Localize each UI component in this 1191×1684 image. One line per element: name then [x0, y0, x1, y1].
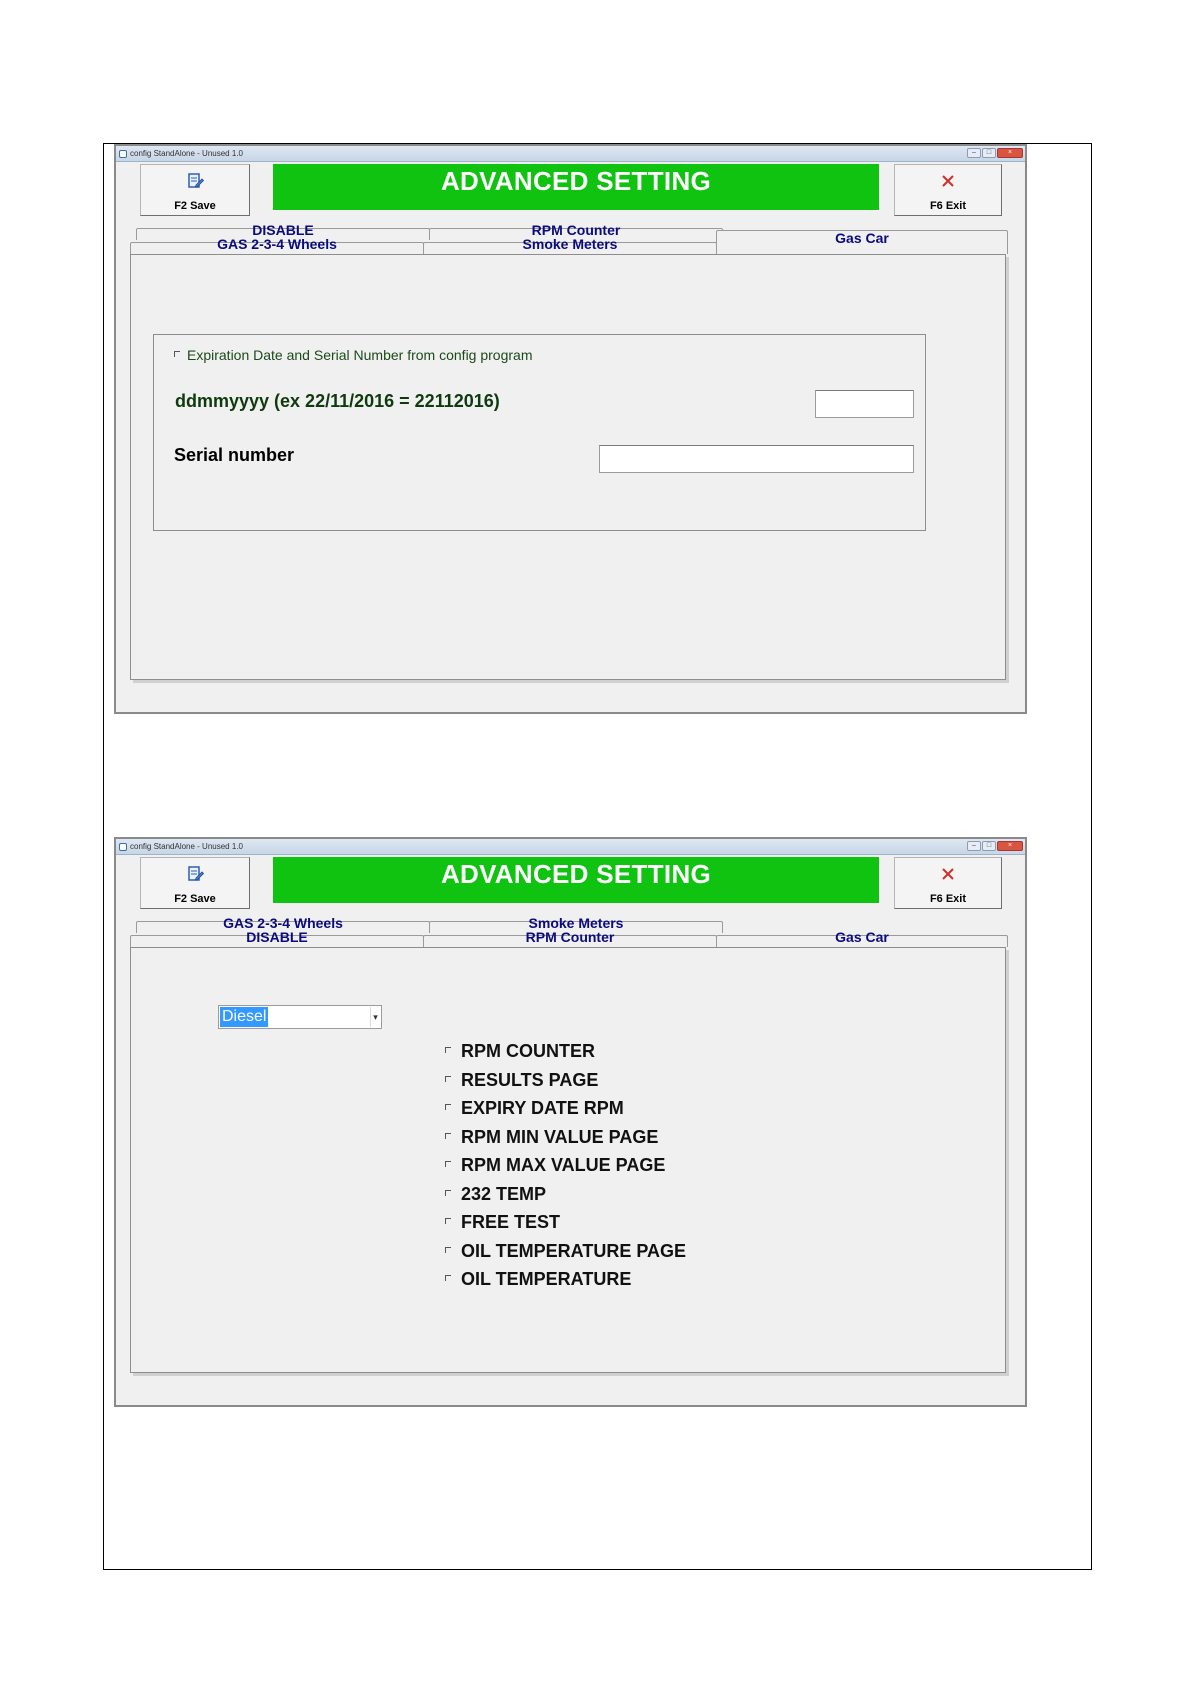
checkbox-icon[interactable] — [445, 1104, 451, 1110]
checkbox-icon[interactable] — [445, 1275, 451, 1281]
option-rpm-max-value-page[interactable]: RPM MAX VALUE PAGE — [445, 1155, 686, 1184]
save-button[interactable] — [140, 857, 250, 909]
close-icon — [895, 864, 1001, 884]
option-expiry-date-rpm[interactable]: EXPIRY DATE RPM — [445, 1098, 686, 1127]
checkbox-icon[interactable] — [445, 1190, 451, 1196]
save-icon — [141, 171, 249, 191]
date-format-label: ddmmyyyy (ex 22/11/2016 = 22112016) — [175, 391, 500, 411]
exit-button[interactable] — [894, 857, 1002, 909]
expiry-date-field[interactable] — [815, 390, 914, 418]
option-free-test[interactable]: FREE TEST — [445, 1212, 686, 1241]
banner-title: ADVANCED SETTING — [273, 164, 879, 210]
serial-number-label: Serial number — [174, 445, 295, 465]
close-icon — [895, 171, 1001, 191]
option-oil-temperature[interactable]: OIL TEMPERATURE — [445, 1269, 686, 1298]
chevron-down-icon[interactable]: ▾ — [370, 1007, 380, 1027]
option-rpm-counter[interactable]: RPM COUNTER — [445, 1041, 686, 1070]
expiration-checkbox-label: Expiration Date and Serial Number from config program — [187, 347, 533, 363]
option-232-temp[interactable]: 232 TEMP — [445, 1184, 686, 1213]
minimize-button[interactable]: – — [967, 841, 981, 851]
save-icon — [141, 864, 249, 884]
tab-content-panel — [130, 254, 1006, 680]
window-title: config StandAlone - Unused 1.0 — [130, 842, 243, 851]
checkbox-icon[interactable] — [445, 1161, 451, 1167]
checkbox-icon[interactable] — [445, 1218, 451, 1224]
exit-label: F6 Exit — [929, 893, 967, 905]
window-close-button[interactable]: × — [997, 148, 1023, 158]
tab-gas-2-3-4-wheels[interactable]: GAS 2-3-4 Wheels — [136, 921, 430, 933]
serial-number-field[interactable] — [599, 445, 914, 473]
tab-rpm-counter[interactable]: RPM Counter — [423, 935, 717, 947]
app-icon — [119, 843, 127, 851]
app-icon — [119, 150, 127, 158]
maximize-button[interactable]: □ — [982, 841, 996, 851]
banner-title: ADVANCED SETTING — [273, 857, 879, 903]
tab-smoke-meters[interactable]: Smoke Meters — [423, 242, 717, 254]
tab-smoke-meters[interactable]: Smoke Meters — [429, 921, 723, 933]
tab-gas-car[interactable]: Gas Car — [716, 935, 1008, 947]
fuel-type-value: Diesel — [222, 1008, 267, 1025]
tab-gas-car[interactable]: Gas Car — [716, 230, 1008, 254]
option-list — [445, 1041, 686, 1298]
save-label: F2 Save — [174, 200, 216, 212]
window-close-button[interactable]: × — [997, 841, 1023, 851]
option-rpm-min-value-page[interactable]: RPM MIN VALUE PAGE — [445, 1127, 686, 1156]
option-results-page[interactable]: RESULTS PAGE — [445, 1070, 686, 1099]
save-label: F2 Save — [174, 893, 216, 905]
advanced-setting-window-2 — [114, 837, 1027, 1407]
maximize-button[interactable]: □ — [982, 148, 996, 158]
expiration-checkbox[interactable] — [174, 347, 533, 363]
tab-disable[interactable]: DISABLE — [136, 228, 430, 240]
exit-button[interactable] — [894, 164, 1002, 216]
save-button[interactable] — [140, 164, 250, 216]
checkbox-icon[interactable] — [174, 351, 180, 357]
fuel-type-select[interactable] — [218, 1005, 382, 1029]
checkbox-icon[interactable] — [445, 1247, 451, 1253]
checkbox-icon[interactable] — [445, 1076, 451, 1082]
exit-label: F6 Exit — [929, 200, 967, 212]
tab-disable[interactable]: DISABLE — [130, 935, 424, 947]
title-bar — [116, 839, 1025, 855]
tab-rpm-counter[interactable]: RPM Counter — [429, 228, 723, 240]
minimize-button[interactable]: – — [967, 148, 981, 158]
window-title: config StandAlone - Unused 1.0 — [130, 149, 243, 158]
checkbox-icon[interactable] — [445, 1047, 451, 1053]
expiration-group — [153, 334, 926, 531]
advanced-setting-window-1 — [114, 144, 1027, 714]
option-oil-temperature-page[interactable]: OIL TEMPERATURE PAGE — [445, 1241, 686, 1270]
checkbox-icon[interactable] — [445, 1133, 451, 1139]
title-bar — [116, 146, 1025, 162]
tab-gas-2-3-4-wheels[interactable]: GAS 2-3-4 Wheels — [130, 242, 424, 254]
tab-content-panel — [130, 947, 1006, 1373]
